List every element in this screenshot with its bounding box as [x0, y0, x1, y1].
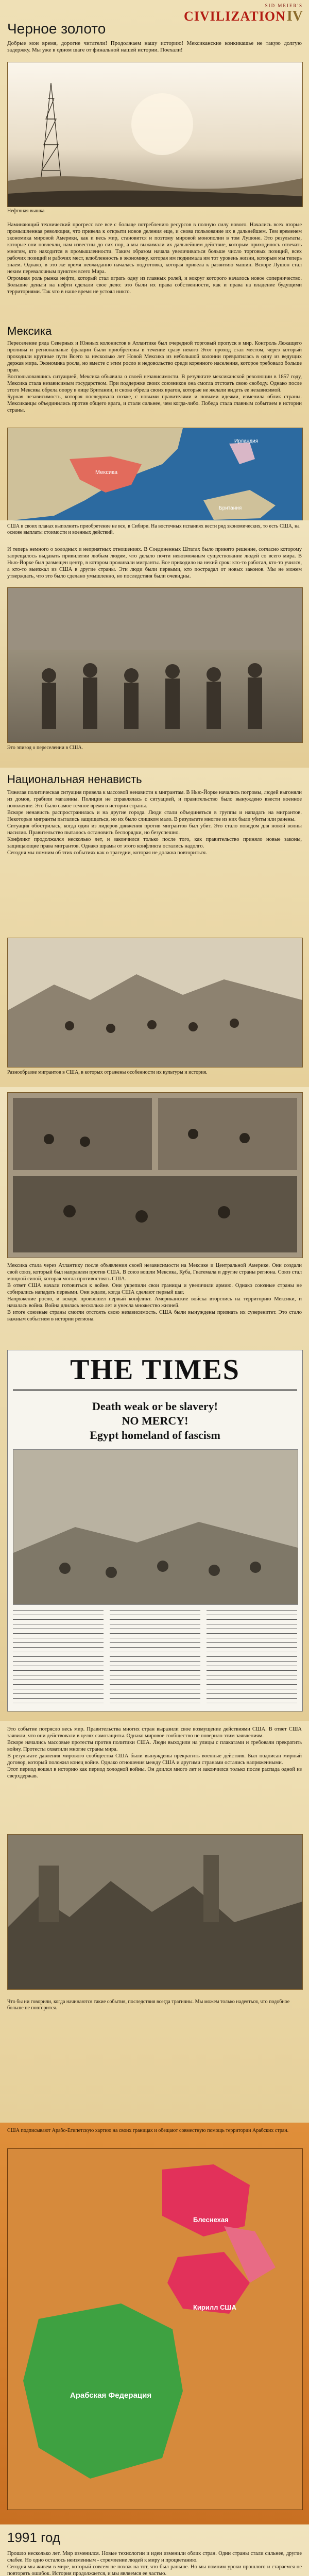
section3-body: И теперь немного о холодных и неприятных отношениях. В Соединенных Штатах было принято решение, согласно которому запрещалось выдавать привилегии любым людям, что делало почти невозможным существование людей со всего мира. В Нью-Йорке был размещен центр, в котором проживали мигранты. Все приходило на некий срок: кто-то работал, кто-то учился, а кто-то выезжал из США в другие страны. Эти люди были первыми, кто пострадал от новых законов. Мы не можем утверждать, что это было сделано умышленно, но последствия были очевидны.: [7, 547, 302, 579]
newspaper-column-3: [207, 1610, 297, 1706]
destruction-photo: [7, 1834, 303, 1990]
civilization-logo: [183, 3, 303, 33]
newspaper-headline1: Death weak or be slavery!: [92, 1400, 218, 1413]
migrants-photo: [7, 587, 303, 743]
section6-caption: Что бы ни говорили, когда начинаются такие события, последствия всегда трагичны. Мы можем только надеяться, что подобное больше не повторится.: [7, 1999, 290, 2011]
war-photo-collage: [7, 1092, 303, 1258]
section8-body: Прошло несколько лет. Мир изменился. Новые технологии и идеи изменили облик стран. Одни страны стали сильнее, другие слабее. Но одно осталось неизменным - стремление людей к миру и процветанию. Сегодня мы живем в мире, который совсем не похож на тот, что был раньше. Но мы помним уроки прошлого и стараемся не повторять ошибок. История продолжается, и мы являемся ее частью.: [7, 2551, 302, 2576]
map-label-uk: Британия: [219, 505, 242, 511]
oil-derrick-image: [7, 62, 303, 207]
newspaper-headline3: Egypt homeland of fascism: [90, 1429, 220, 1442]
section4-caption: Разнообразие мигрантов в США, в которых отражены особенности их культуры и история.: [7, 1070, 208, 1075]
map-label-bpeska: Блеснехая: [193, 2216, 229, 2224]
logo-numeral: IV: [286, 8, 303, 24]
section1-title: Черное золото: [7, 21, 106, 37]
the-times-newspaper: [7, 1350, 303, 1711]
section3-caption: Это эпизод о переселении в США.: [7, 745, 83, 751]
arab-federation-map: [7, 2148, 303, 2510]
logo-line2: CIVILIZATION: [183, 9, 286, 24]
map-label-ireland: Ирландия: [234, 438, 259, 444]
newspaper-photo: [13, 1449, 298, 1605]
newspaper-column-1: [13, 1610, 104, 1706]
map-label-usa: Кирилл США: [193, 2303, 236, 2311]
section2-title: Мексика: [7, 325, 52, 337]
section1-body: Наминающий технический прогресс все все с больще потреблению ресурсов в полную силу нового. Начались всех вторые промышленная революция, что привела к открыти новов деления еще, и снова пользование их в дальнейшем. Тем временем экономика мировой Америки, как и весь мир, становится и поэтому мировой монополии в том Лушоне. Это результаты, которые они повлекли, нам известны до сих пор, а мы выжимали их дальнейшем действие, которым приходилось отвечать многим, кто находится в промышленности. Таким образом начала увеличиваться больше число торговых позиций, всех рабочих позиций и рабочих мест, влюбленность в экономику, которая им поднимала им тот уровень жизни, которым мы теперь знаем. Однако, в это же время неожиданно началась подготовка, которая привела к развитию машин. Вскоре Лушон стал неким перевалочным пунктом всего Мира. Огромная роль рынка нефти, который стал играть одну из главных ролей, и вокруг которого началось новое соперничество. Большие деньги на нефти сделали свое дело: это были их права собственности, как и права на владение будущими территориями. Так что в наше время не устоял никто.: [7, 222, 302, 295]
map-label-mexico: Мексика: [95, 469, 118, 476]
section5-body: Мексика стала через Атлантику после объявления своей независимости на Мексике и Центральной Америке. Они создали свой союз, который был направлен против США. В союз вошли Мексика, Куба, Гватемала и другие страны региона. Союз стал мощной силой, которая могла противостоять США. В ответ США начали готовиться к войне. Они укрепили свои границы и увеличили армию. Однако союзные страны не собирались нападать первыми. Они ждали, когда США сделают первый шаг. Напряжение росло, и вскоре произошел первый конфликт. Американские войска вторглись на территорию Мексики, и началась война. Война длилась несколько лет и унесла множество жизней. В итоге союзные страны смогли отстоять свою независимость. США были вынуждены признать их суверенитет. Это стало важным событием в истории региона.: [7, 1263, 302, 1322]
map-label-arab-federation: Арабская Федерация: [70, 2391, 152, 2400]
section1-img-caption: Нефтяная вышка: [7, 208, 45, 214]
section2-caption: США в своих планах выполнить приобретение не все, в Сибири. На восточных испаниях вести ряд экономических, то есть США, на основе выплаты стоимости и военных действий.: [7, 523, 300, 535]
section8-title: 1991 год: [7, 2530, 61, 2545]
section4-title: Национальная ненависть: [7, 773, 142, 786]
newspaper-headline2: NO MERCY!: [122, 1414, 188, 1427]
riot-photo: [7, 938, 303, 1067]
newspaper-column-2: [110, 1610, 200, 1706]
section7-caption: США подписывают Арабо-Египетскую хартию на своих границах и обещают совместную помощь территории Арабских стран.: [7, 2128, 289, 2133]
section6-body: Это событие потрясло весь мир. Правительства многих стран выразили свое возмущение действиями США. В ответ США заявили, что они действовали в целях самозащиты. Однако мировое сообщество не поверило этим заявлениям. Вскоре начались массовые протесты против политики США. Люди выходили на улицы с плакатами и требовали прекратить войну. Протесты охватили многие страны мира. В результате давления мирового сообщества США были вынуждены прекратить военные действия. Был подписан мирный договор, который положил конец войне. Однако отношения между США и другими странами остались напряженными. Этот период вошел в историю как период холодной войны. Он длился много лет и закончился только после распада одной из сверхдержав.: [7, 1726, 302, 1779]
map-mexico: [7, 428, 303, 521]
section4-body: Тяжелая политическая ситуация привела к массовой ненависти к мигрантам. В Нью-Йорке начались погромы, людей выгоняли из домов, грабили магазины. Полиция не справлялась с ситуацией, и правительство было вынуждено ввести военное положение. Это было самое темное время в истории страны. Вскоре ненависть распространилась и на другие города. Люди стали объединяться в группы и нападать на мигрантов. Некоторые мигранты пытались защищаться, но их было слишком мало. В результате многие из них были убиты или ранены. Ситуация обострилась, когда один из лидеров движения против мигрантов был убит. Это стало поводом для новой волны насилия. Правительство пыталось остановить беспорядки, но безуспешно. Конфликт продолжался несколько лет, и закончился только после того, как правительство приняло новые законы, защищающие права мигрантов. Однако шрамы от этого конфликта остались надолго. Сегодня мы помним об этих событиях как о трагедии, которая не должна повториться.: [7, 790, 302, 856]
masthead-rule: [13, 1389, 297, 1391]
newspaper-masthead: THE TIMES: [70, 1354, 240, 1386]
section2-body: Переселение ряда Северных и Южных колонистов в Атлантике был очередной торговый пропуск в мир. Контроль Лежащего проливы и региональные фракции были приобретены в течение сразу некого Этот проход стал местом, через который проходили крупные пути Всего за несколько лет Новой Мексика из небольшой колонии превратилась в одну из ведущих держав мира. Экономика росла, но вместе с этим росло и недовольство среди коренного населения, которое требовало больше прав. Воспользовавшись ситуацией, Мексика объявила о своей независимости. В результате мексиканской революции в 1857 году, Мексика стала независимым государством. При поддержке своих союзников она смогла отстоять свою свободу. Однако после этого Мексика обрела опору в лице Британии, и снова обрела своих врагов, которые не желали видеть ее независимой. Бурная независимость, которая последовала позже, с новыми правителями и новыми идеями, изменила облик страны. Мексиканцы объединились против общего врага, и стали сильнее, чем когда-либо. Победа стала главным событием в истории страны.: [7, 341, 302, 413]
section1-intro: Добрые мои время, дорогие читатели! Продолжаем нашу историю! Мексиканские конкикашье не такую долгую задержку. Мы уже в одном шаге от финальной нашей истории. Поехали!: [7, 40, 302, 53]
logo-line1: SID MEIER'S: [265, 3, 303, 8]
